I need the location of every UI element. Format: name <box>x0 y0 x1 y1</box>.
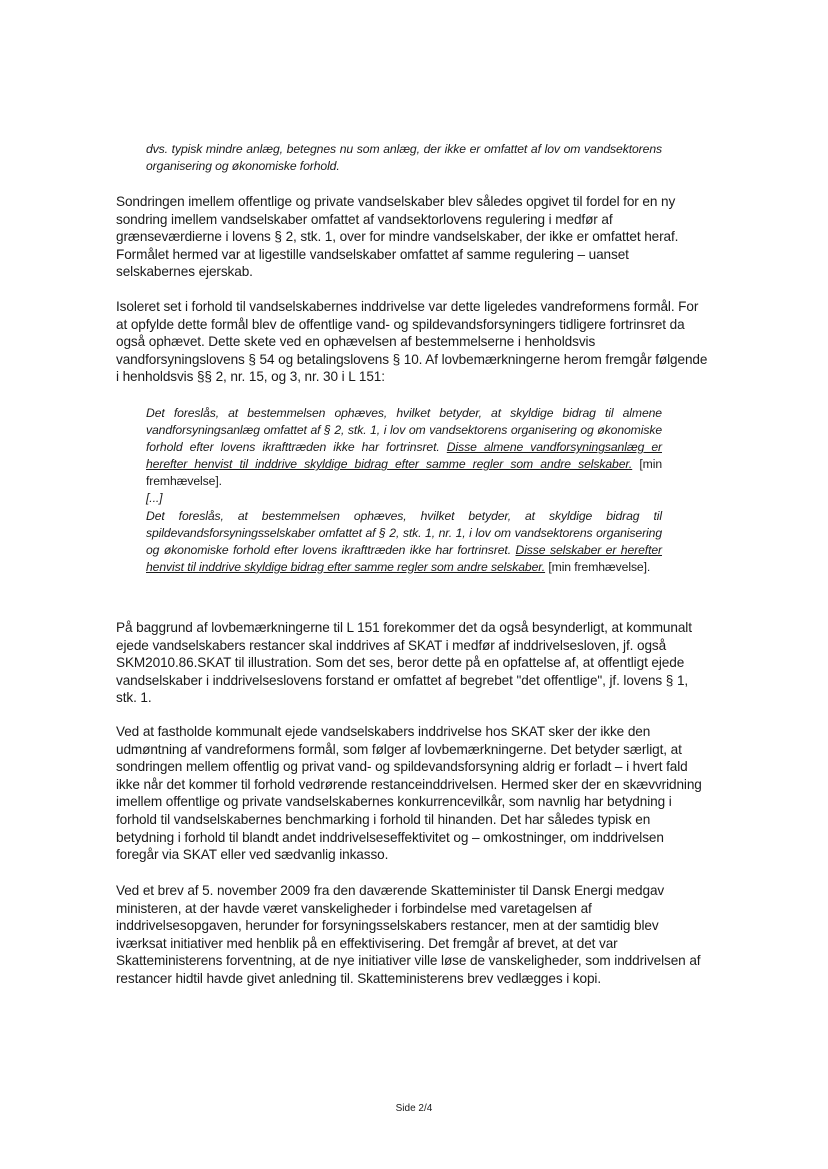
quote-intro: dvs. typisk mindre anlæg, betegnes nu som anlæg, der ikke er omfattet af lov om vandsektorens organisering og økonomiske forhold. <box>146 142 662 174</box>
quote-paragraph-2 <box>146 508 662 576</box>
page-number: Side 2/4 <box>395 1103 433 1114</box>
paragraph-paa-baggrund: På baggrund af lovbemærkningerne til L 151 forekommer det da også besynderligt, at kommunalt ejede vandselskabers restancer skal inddrives af SKAT i medfør af inddrivelsesloven, jf. også SKM2010.86.SKAT til illustration. Som det ses, beror dette på en opfattelse af, at offentligt ejede vandselskaber i inddrivelseslovens forstand er omfattet af begrebet "det offentlige", jf. lovens § 1, stk. 1. <box>116 620 692 706</box>
legislative-quote <box>146 405 662 576</box>
quote-2-emphasis: Disse selskaber er herefter henvist til inddrive skyldige bidrag efter samme regler som andre selskaber. <box>146 542 662 574</box>
quote-2-note: [min fremhævelse]. <box>548 559 651 574</box>
quote-paragraph-1 <box>146 405 662 490</box>
paragraph-isoleret: Isoleret set i forhold til vandselskabernes inddrivelse var dette ligeledes vandreformens formål. For at opfylde dette formål blev de offentlige vand- og spildevandsforsyningers tidligere fortrinsret da også ophævet. Dette skete ved en ophævelsen af bestemmelserne i henholdsvis vandforsyningslovens § 54 og betalingslovens § 10. Af lovbemærkningerne herom fremgår følgende i henholdsvis §§ 2, nr. 15, og 3, nr. 30 i L 151: <box>116 299 708 385</box>
paragraph-ved-at-fastholde: Ved at fastholde kommunalt ejede vandselskabers inddrivelse hos SKAT sker der ikke den udmøntning af vandreformens formål, som følger af lovbemærkningerne. Det betyder særligt, at sondringen mellem offentlig og privat vand- og spildevandsforsyning aldrig er forladt – i hvert fald ikke når det kommer til forhold vedrørende restanceinddrivelsen. Hermed sker der en skævvridning imellem offentlige og private vandselskabernes konkurrencevilkår, som navnlig har betydning i forhold til vandselskabernes benchmarking i forhold til hinanden. Det har således typisk en betydning i forhold til blandt andet inddrivelseseffektivitet og – omkostninger, om inddrivelsen foregår via SKAT eller ved sædvanlig inkasso. <box>116 724 702 863</box>
paragraph-ved-et-brev: Ved et brev af 5. november 2009 fra den daværende Skatteminister til Dansk Energi medgav ministeren, at der havde været vanskeligheder i forbindelse med varetagelsen af inddrivelsesopgaven, herunder for forsyningsselskabers restancer, men at der samtidig blev iværksat initiativer med henblik på en effektivisering. Det fremgår af brevet, at det var Skatteministerens forventning, at de nye initiativer ville løse de vanskeligheder, som inddrivelsen af restancer hidtil havde givet anledning til. Skatteministerens brev vedlægges i kopi. <box>116 883 701 986</box>
quote-1-text: Det foreslås, at bestemmelsen ophæves, hvilket betyder, at skyldige bidrag til almene vandforsyningsanlæg omfattet af § 2, stk. 1, i lov om vandsektorens organisering og økonomiske forhold efter lovens ikrafttræden ikke har fortrinsret. <box>146 406 662 455</box>
quote-ellipsis: [...] <box>146 491 163 506</box>
paragraph-sondringen: Sondringen imellem offentlige og private vandselskaber blev således opgivet til fordel for en ny sondring imellem vandselskaber omfattet af vandsektorlovens regulering i medfør af grænseværdierne i lovens § 2, stk. 1, over for mindre vandselskaber, der ikke er omfattet heraf. Formålet hermed var at ligestille vandselskaber omfattet af samme regulering – uanset selskabernes ejerskab. <box>116 194 679 280</box>
quote-1-note: [min fremhævelse]. <box>146 457 662 489</box>
quote-2-text: Det foreslås, at bestemmelsen ophæves, hvilket betyder, at skyldige bidrag til spildevandsforsyningsselskaber omfattet af § 2, stk. 1, nr. 1, i lov om vandsektorens organisering og økonomiske forhold efter lovens ikrafttræden ikke har fortrinsret. <box>146 508 662 557</box>
quote-1-emphasis: Disse almene vandforsyningsanlæg er herefter henvist til inddrive skyldige bidrag efter samme regler som andre selskaber. <box>146 440 662 472</box>
